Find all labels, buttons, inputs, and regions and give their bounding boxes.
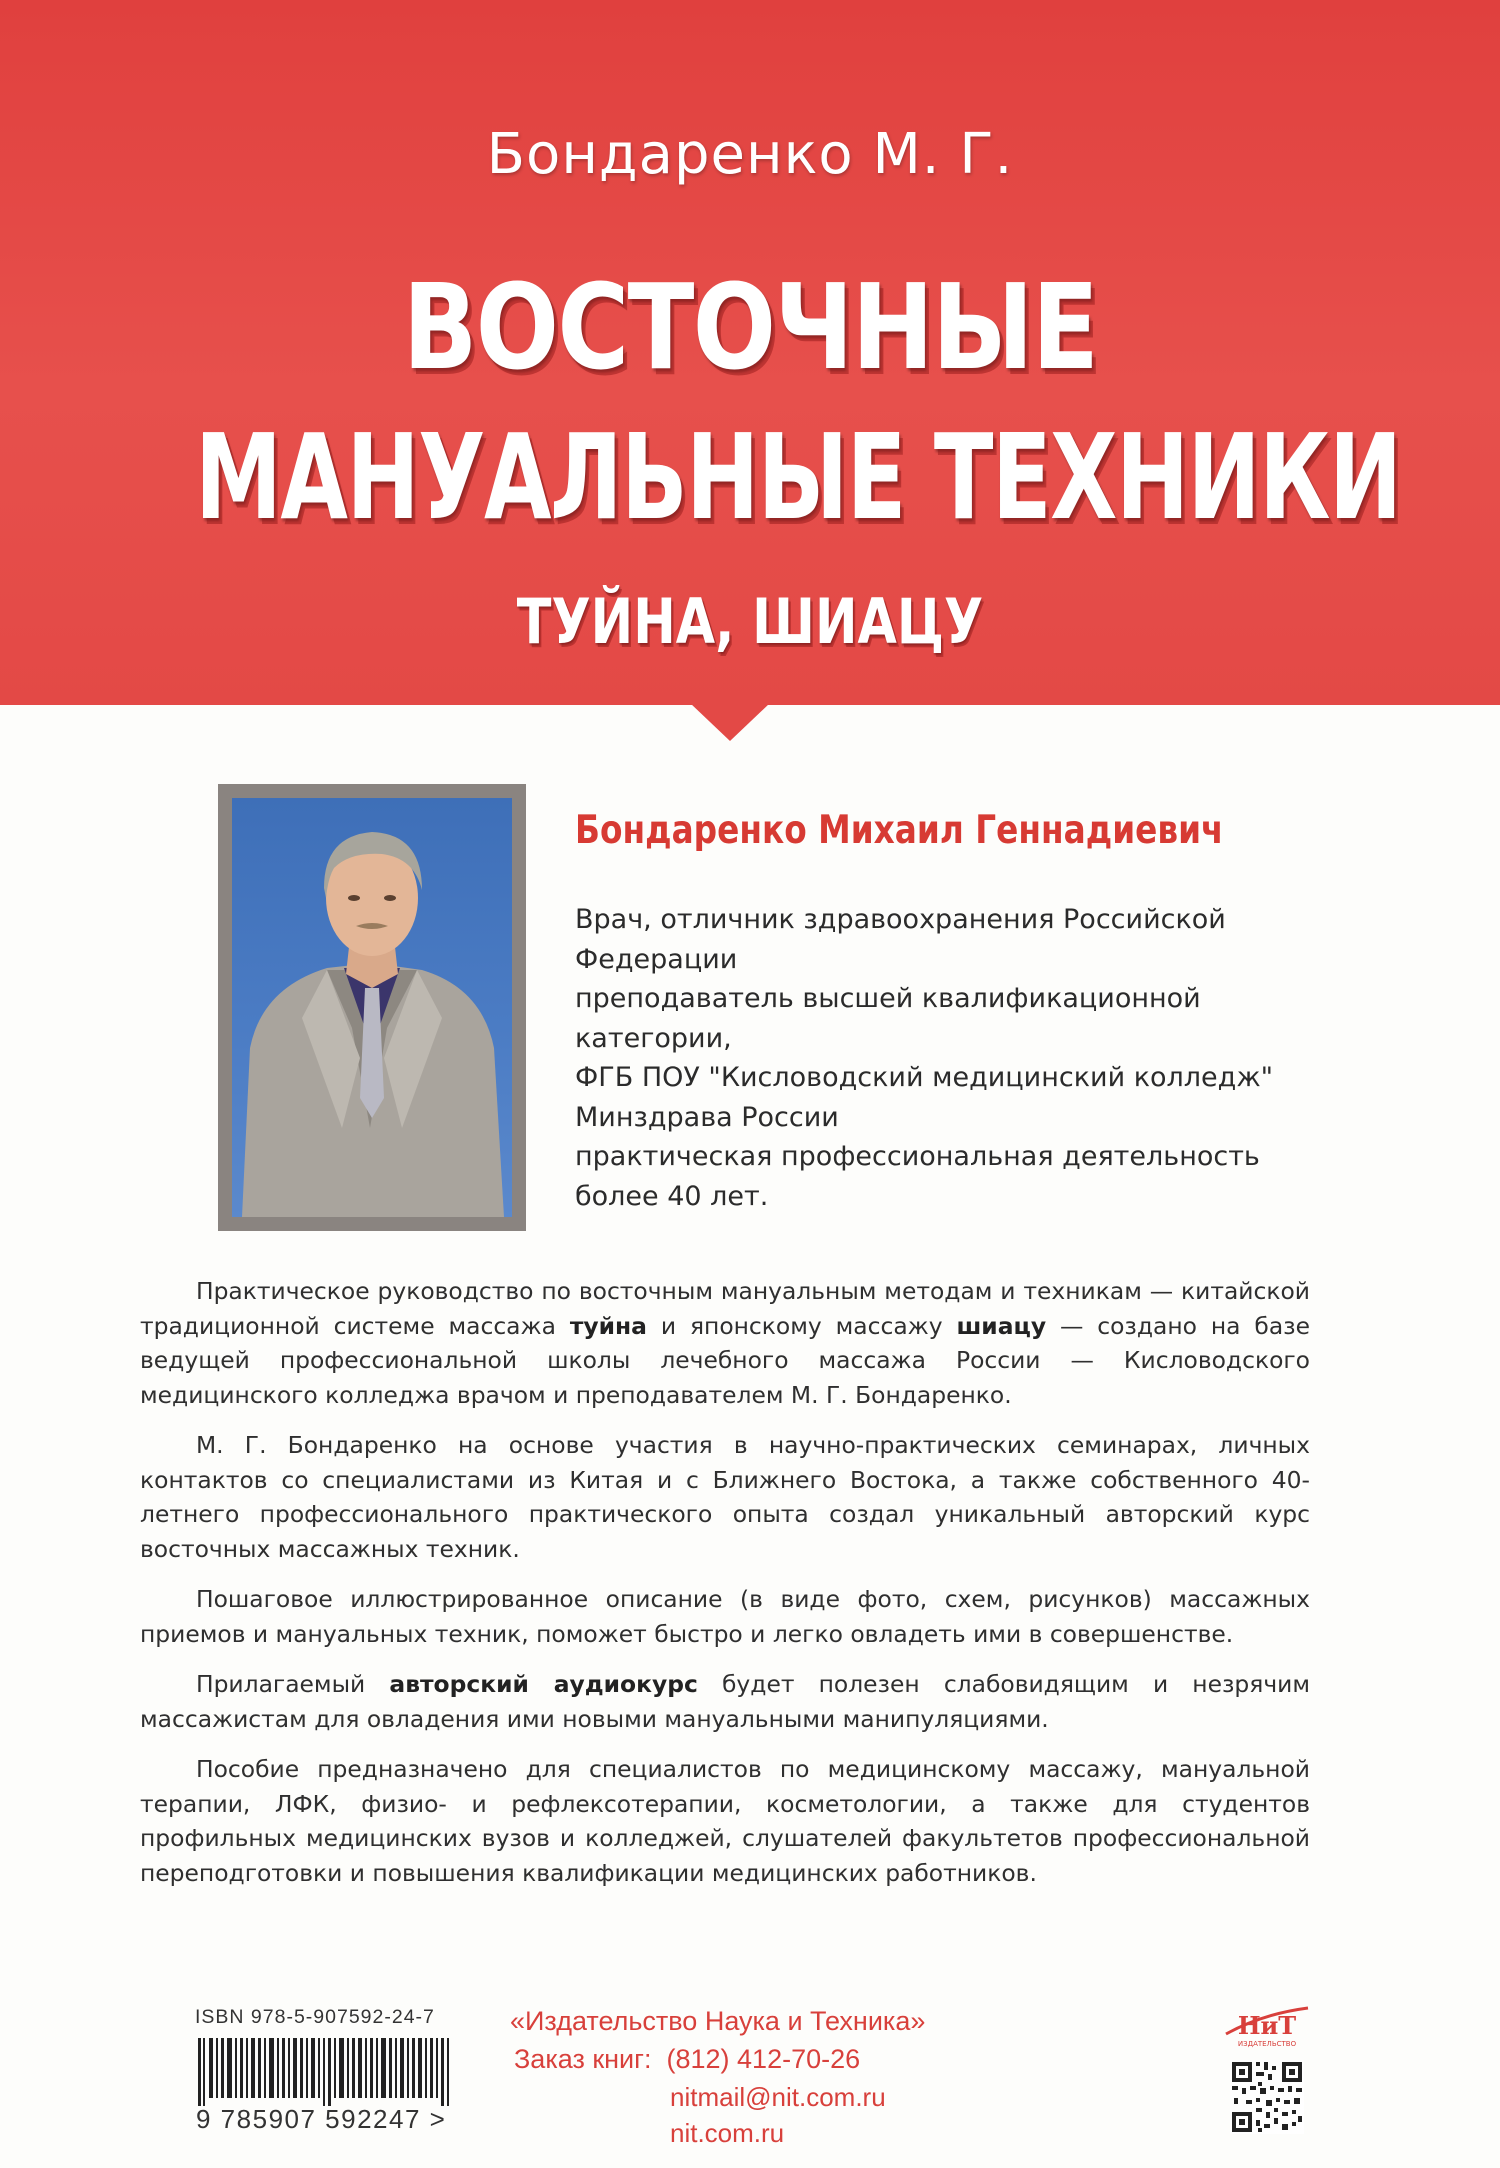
logo-text: НиТ [1237, 2011, 1297, 2040]
cover-author: Бондаренко М. Г. [486, 122, 1014, 187]
bio-line: категории, [575, 1022, 732, 1054]
isbn: ISBN 978-5-907592-24-7 [195, 2006, 435, 2028]
description-paragraph: Пособие предназначено для специалистов по медицинскому массажу, мануальной терапии, ЛФК, физио- и рефлексотерапии, косметологии, а также для студентов профильных медицинских вузов и колледжей, слушателей факультетов профессиональной переподготовки и повышения квалификации медицинских работников. [140, 1755, 1310, 1887]
publisher-info [510, 2006, 926, 2148]
author-photo [232, 798, 512, 1217]
bio-line: Врач, отличник здравоохранения Российской [575, 904, 1226, 935]
description-text: будет полезен слабовидящим и незрячим массажистам для овладения ими новыми мануальными манипуляциями. [140, 1670, 1311, 1733]
cover-title-line-2: МАНУАЛЬНЫЕ ТЕХНИКИ [195, 408, 1401, 546]
order-label: Заказ книг: [514, 2044, 652, 2074]
bio-line: Федерации [575, 943, 738, 975]
author-photo-frame [218, 784, 526, 1231]
bio-line: ФГБ ПОУ "Кисловодский медицинский колледж" [575, 1062, 1274, 1093]
book-description [140, 1274, 1310, 1906]
bio-line: более 40 лет. [575, 1180, 769, 1212]
qr-code-icon [1230, 2060, 1304, 2134]
description-text: Практическое руководство по восточным мануальным методам и техникам — китайской традиционной системе массажа [140, 1277, 1310, 1340]
cover-title-line-1: ВОСТОЧНЫЕ [402, 258, 1098, 396]
description-bold-term: шиацу [956, 1311, 1047, 1340]
bio-line: Минздрава России [575, 1101, 839, 1133]
description-text: Прилагаемый [196, 1670, 390, 1698]
publisher-email: nitmail@nit.com.ru [670, 2082, 886, 2112]
bio-text [575, 900, 1274, 1216]
publisher-name: «Издательство Наука и Техника» [510, 2006, 926, 2036]
bio-line: практическая профессиональная деятельность [575, 1141, 1260, 1172]
description-paragraph [140, 1274, 1310, 1412]
description-paragraph: Пошаговое иллюстрированное описание (в виде фото, схем, рисунков) массажных приемов и мануальных техник, поможет быстро и легко овладеть ими в совершенстве. [140, 1585, 1310, 1648]
description-bold-term: авторский аудиокурс [389, 1670, 698, 1698]
order-phone: (812) 412-70-26 [666, 2044, 861, 2074]
description-text: — создано на базе ведущей профессиональной школы лечебного массажа России — Кисловодского медицинского колледжа врачом и преподавателем М. Г. Бондаренко. [140, 1311, 1310, 1409]
bio-author-name: Бондаренко Михаил Геннадиевич [575, 808, 1224, 853]
description-bold-term: туйна [569, 1311, 647, 1340]
cover-subtitle: ТУЙНА, ШИАЦУ [516, 585, 984, 658]
description-text: и японскому массажу [646, 1311, 957, 1340]
description-paragraph: М. Г. Бондаренко на основе участия в научно-практических семинарах, личных контактов со специалистами из Китая и с Ближнего Востока, а также собственного 40-летнего профессионального практического опыта создал уникальный авторский курс восточных массажных техник. [140, 1431, 1310, 1563]
publisher-logo-icon [1222, 2004, 1312, 2050]
order-line [514, 2044, 860, 2075]
bio-line: преподаватель высшей квалификационной [575, 983, 1201, 1014]
publisher-site: nit.com.ru [670, 2118, 785, 2148]
logo-subtext: ИЗДАТЕЛЬСТВО [1237, 2040, 1297, 2048]
cover-red-notch [690, 703, 770, 741]
barcode-digits: 9 785907 592247 > [196, 2104, 447, 2134]
barcode-icon [196, 2038, 466, 2106]
description-paragraph [140, 1667, 1310, 1736]
